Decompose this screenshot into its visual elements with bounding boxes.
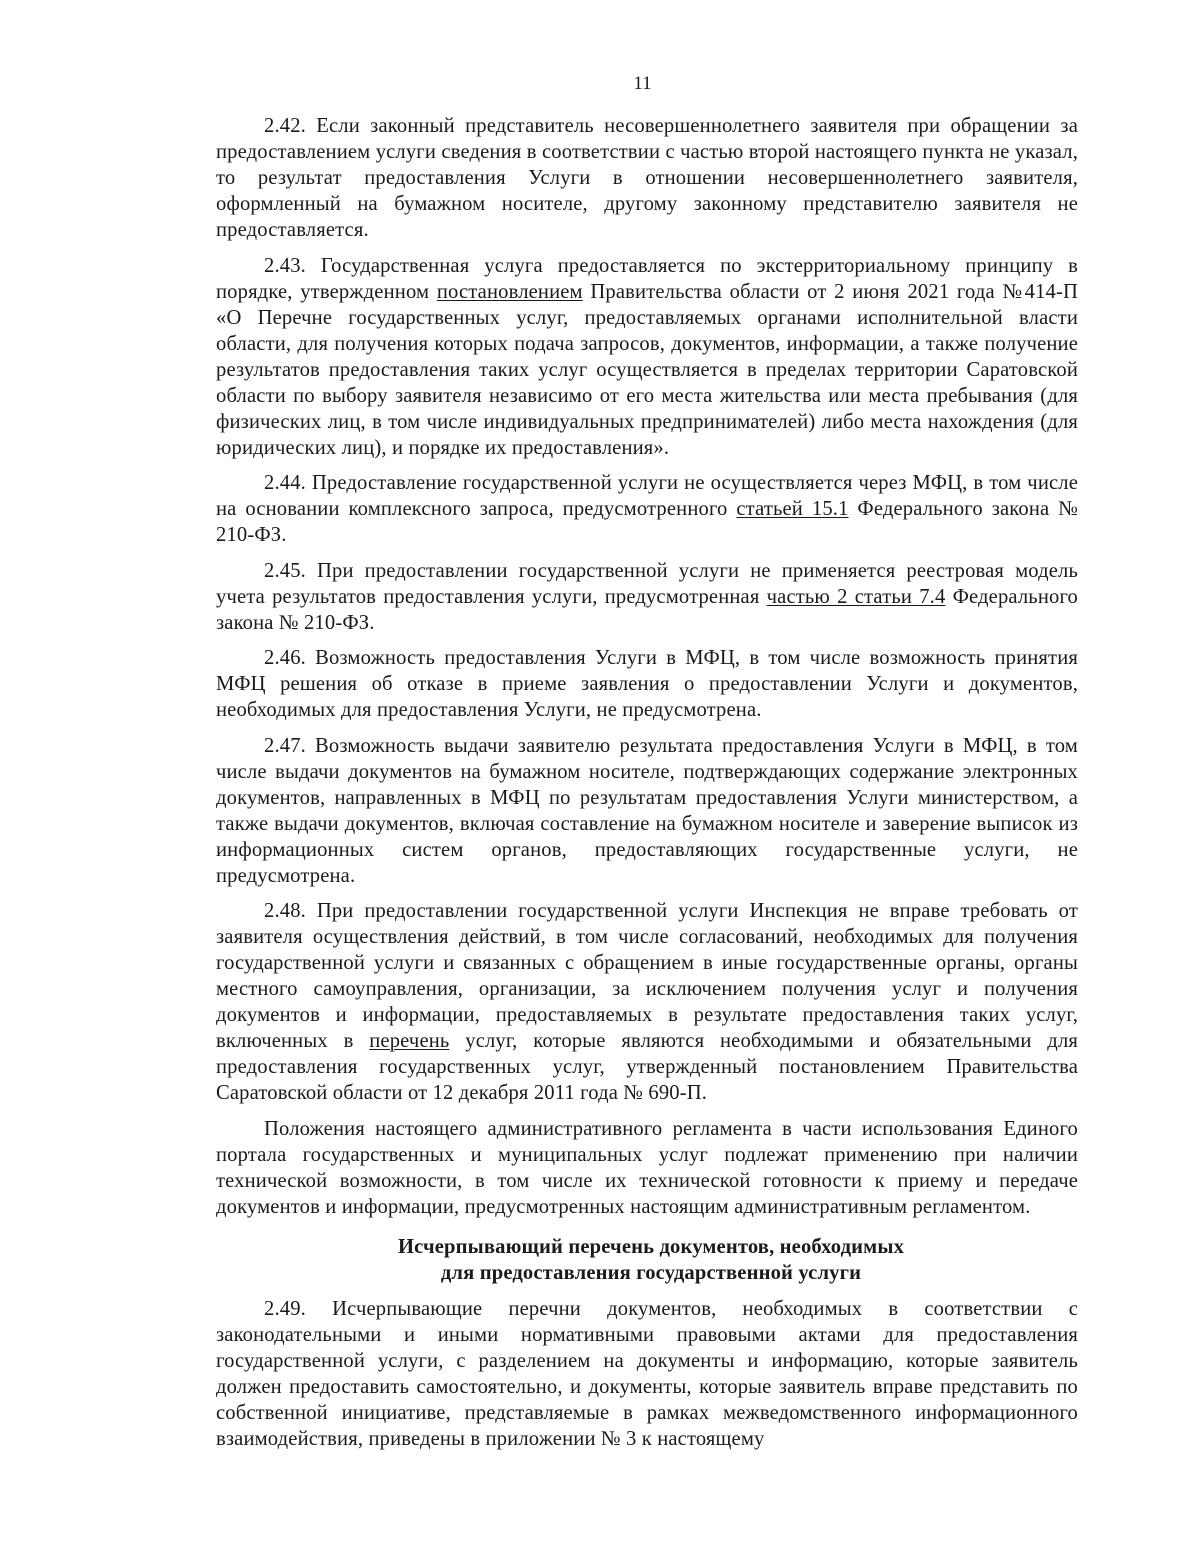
paragraph-text: 2.44. Предоставление государственной услуги не осуществляется через МФЦ, в том числе на основании комплексного запроса, предусмотренного [216,472,1078,520]
paragraph-text: услуг, которые являются необходимыми и обязательными для предоставления государственных услуг, утвержденный постановлением Правительства Саратовской области от 12 декабря 2011 года № 690-П. [216,1030,1078,1104]
paragraph-2-43 [216,253,1078,461]
paragraph-2-42: 2.42. Если законный представитель несовершеннолетнего заявителя при обращении за предоставлением услуги сведения в соответствии с частью второй настоящего пункта не указал, то результат предоставления Услуги в отношении несовершеннолетнего заявителя, оформленный на бумажном носителе, другому законному представителю заявителя не предоставляется. [216,115,1078,241]
document-body [216,113,1078,1461]
paragraph-text: 2.45. При предоставлении государственной услуги не применяется реестровая модель учета результатов предоставления услуги, предусмотренная [216,559,1078,608]
section-heading [216,1234,1078,1286]
page-number: 11 [633,73,652,94]
paragraph-text: Федерального закона № 210-ФЗ. [216,498,1078,546]
paragraph-2-47: 2.47. Возможность выдачи заявителю результата предоставления Услуги в МФЦ, в том числе выдачи документов на бумажном носителе, подтверждающих содержание электронных документов, направленных в МФЦ по результатам предоставления Услуги министерством, а также выдачи документов, включая составление на бумажном носителе и заверение выписок из информационных систем органов, предоставляющих государственные услуги, не предусмотрена. [216,734,1078,887]
paragraph-2-48 [216,898,1078,1106]
paragraph-text: 2.43. Государственная услуга предоставляется по экстерриториальному принципу в порядке, утвержденном [216,254,1078,303]
paragraph-2-49: 2.49. Исчерпывающие перечни документов, необходимых в соответствии с законодательными и иными нормативными правовыми актами для предоставления государственной услуги, с разделением на документы и информацию, которые заявитель должен предоставить самостоятельно, и документы, которые заявитель вправе представить по собственной инициативе, представляемые в рамках межведомственного информационного взаимодействия, приведены в приложении № 3 к настоящему [216,1297,1078,1450]
section-heading-line-1: Исчерпывающий перечень документов, необходимых [397,1235,905,1258]
paragraph-text: Правительства области от 2 июня 2021 года №414-П «О Перечне государственных услуг, предоставляемых органами исполнительной власти области, для получения которых подача запросов, документов, информации, а также получение результатов предоставления таких услуг осуществляется в пределах территории Саратовской области по выбору заявителя независимо от его места жительства или места пребывания (для физических лиц, в том числе индивидуальных предпринимателей) либо места нахождения (для юридических лиц), и порядке их предоставления». [216,280,1079,459]
paragraph-2-44 [216,470,1078,548]
paragraph-portal: Положения настоящего административного регламента в части использования Единого портала государственных и муниципальных услуг подлежат применению при наличии технической возможности, в том числе их технической готовности к приему и передаче документов и информации, предусмотренных настоящим административным регламентом. [216,1117,1078,1218]
paragraph-2-46: 2.46. Возможность предоставления Услуги в МФЦ, в том числе возможность принятия МФЦ решения об отказе в приеме заявления о предоставлении Услуги и документов, необходимых для предоставления Услуги, не предусмотрена. [216,647,1078,721]
services-list-link[interactable]: перечень [369,1030,450,1052]
section-heading-line-2: для предоставления государственной услуги [440,1261,862,1284]
paragraph-text: 2.48. При предоставлении государственной услуги Инспекция не вправе требовать от заявителя осуществления действий, в том числе согласований, необходимых для получения государственной услуги и связанных с обращением в иные государственные органы, органы местного самоуправления, организации, за исключением получения услуг и получения документов и информации, предоставляемых в результате предоставления таких услуг, включенных в [216,900,1078,1052]
paragraph-text: Федерального закона № 210-ФЗ. [216,585,1078,634]
article-15-1-link[interactable]: статьей 15.1 [736,498,849,520]
paragraph-2-45 [216,558,1078,636]
article-7-4-link[interactable]: частью 2 статьи 7.4 [766,585,946,608]
resolution-link[interactable]: постановлением [436,280,583,303]
